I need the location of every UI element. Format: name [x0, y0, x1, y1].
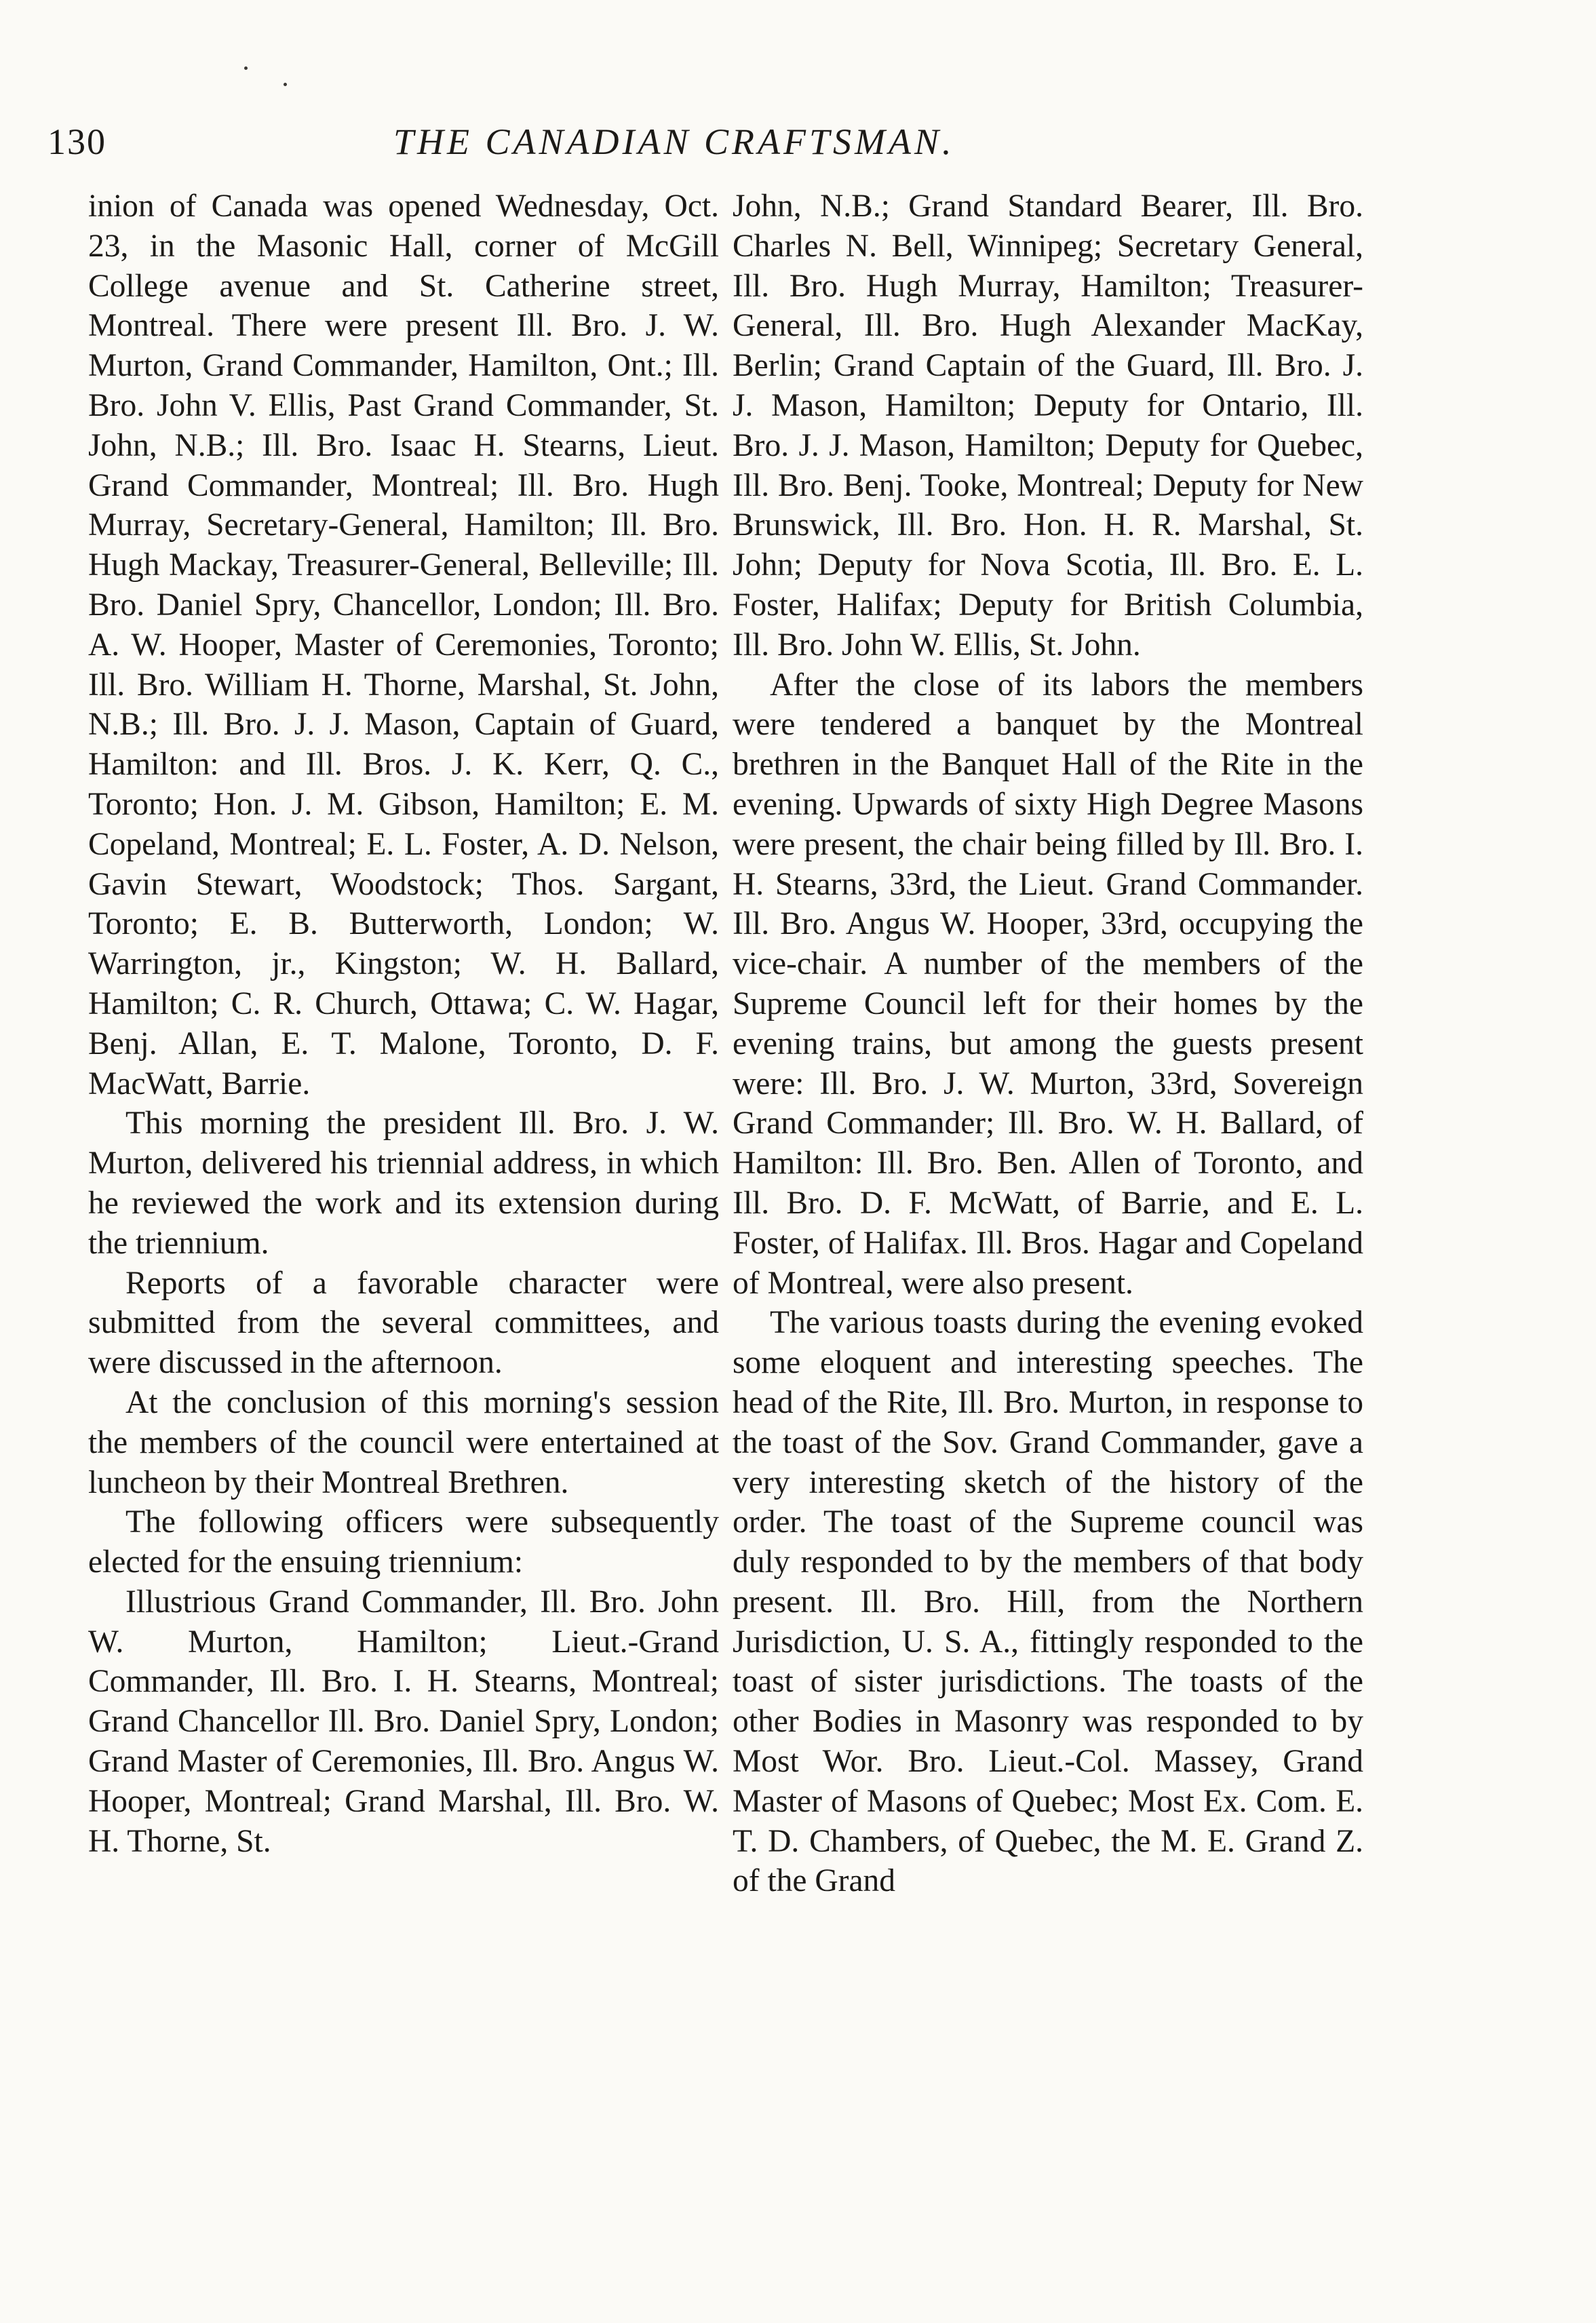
page-header: [47, 121, 1357, 175]
paragraph-continued: inion of Canada was opened Wednesday, Oct. 23, in the Masonic Hall, corner of McGill College avenue and St. Catherine street, Montreal. There were present Ill. Bro. J. W. Murton, Grand Commander, Hamilton, Ont.; Ill. Bro. John V. Ellis, Past Grand Commander, St. John, N.B.; Ill. Bro. Isaac H. Stearns, Lieut. Grand Commander, Montreal; Ill. Bro. Hugh Murray, Secretary-General, Hamilton; Ill. Bro. Hugh Mackay, Treasurer-General, Belleville; Ill. Bro. Daniel Spry, Chancellor, London; Ill. Bro. A. W. Hooper, Master of Ceremonies, Toronto; Ill. Bro. William H. Thorne, Marshal, St. John, N.B.; Ill. Bro. J. J. Mason, Captain of Guard, Hamilton: and Ill. Bros. J. K. Kerr, Q. C., Toronto; Hon. J. M. Gibson, Hamilton; E. M. Copeland, Montreal; E. L. Foster, A. D. Nelson, Gavin Stewart, Woodstock; Thos. Sargant, Toronto; E. B. Butterworth, London; W. Warrington, jr., Kingston; W. H. Ballard, Hamilton; C. R. Church, Ottawa; C. W. Hagar, Benj. Allan, E. T. Malone, Toronto, D. F. MacWatt, Barrie.: [88, 189, 719, 1101]
paragraph: After the close of its labors the members were tendered a banquet by the Montreal brethren in the Banquet Hall of the Rite in the evening. Upwards of sixty High Degree Masons were present, the chair being filled by Ill. Bro. I. H. Stearns, 33rd, the Lieut. Grand Commander. Ill. Bro. Angus W. Hooper, 33rd, occupying the vice-chair. A number of the members of the Supreme Council left for their homes by the evening trains, but among the guests present were: Ill. Bro. J. W. Murton, 33rd, Sovereign Grand Commander; Ill. Bro. W. H. Ballard, of Hamilton: Ill. Bro. Ben. Allen of Toronto, and Ill. Bro. D. F. McWatt, of Barrie, and E. L. Foster, of Halifax. Ill. Bros. Hagar and Copeland of Montreal, were also present.: [733, 667, 1363, 1301]
paragraph: Reports of a favorable character were submitted from the several committees, and were discussed in the afternoon.: [88, 1265, 719, 1381]
page-number: 130: [47, 121, 106, 162]
running-title: THE CANADIAN CRAFTSMAN.: [393, 121, 955, 162]
ink-speck: [284, 83, 287, 86]
paragraph: Illustrious Grand Commander, Ill. Bro. John W. Murton, Hamilton; Lieut.-Grand Commander, Ill. Bro. I. H. Stearns, Montreal; Grand Chancellor Ill. Bro. Daniel Spry, London; Grand Master of Ceremonies, Ill. Bro. Angus W. Hooper, Montreal; Grand Marshal, Ill. Bro. W. H. Thorne, St.: [88, 1584, 719, 1859]
paragraph-continued: John, N.B.; Grand Standard Bearer, Ill. Bro. Charles N. Bell, Winnipeg; Secretary General, Ill. Bro. Hugh Murray, Hamilton; Treasurer-General, Ill. Bro. Hugh Alexander MacKay, Berlin; Grand Captain of the Guard, Ill. Bro. J. J. Mason, Hamilton; Deputy for Ontario, Ill. Bro. J. J. Mason, Hamilton; Deputy for Quebec, Ill. Bro. Benj. Tooke, Montreal; Deputy for New Brunswick, Ill. Bro. Hon. H. R. Marshal, St. John; Deputy for Nova Scotia, Ill. Bro. E. L. Foster, Halifax; Deputy for British Columbia, Ill. Bro. John W. Ellis, St. John.: [733, 189, 1363, 663]
paragraph: At the conclusion of this morning's session the members of the council were entertained at luncheon by their Montreal Brethren.: [88, 1384, 719, 1500]
paragraph: The following officers were subsequently elected for the ensuing triennium:: [88, 1504, 719, 1580]
paragraph: The various toasts during the evening evoked some eloquent and interesting speeches. The head of the Rite, Ill. Bro. Murton, in response to the toast of the Sov. Grand Commander, gave a very interesting sketch of the history of the order. The toast of the Supreme council was duly responded to by the members of that body present. Ill. Bro. Hill, from the Northern Jurisdiction, U. S. A., fittingly responded to the toast of sister jurisdictions. The toasts of the other Bodies in Masonry was responded to by Most Wor. Bro. Lieut.-Col. Massey, Grand Master of Masons of Quebec; Most Ex. Com. E. T. D. Chambers, of Quebec, the M. E. Grand Z. of the Grand: [733, 1305, 1363, 1899]
paragraph: This morning the president Ill. Bro. J. W. Murton, delivered his triennial address, in which he reviewed the work and its extension during the triennium.: [88, 1106, 719, 1261]
right-column: [733, 187, 1363, 1901]
ink-speck: [244, 66, 248, 70]
left-column: [88, 187, 719, 1861]
